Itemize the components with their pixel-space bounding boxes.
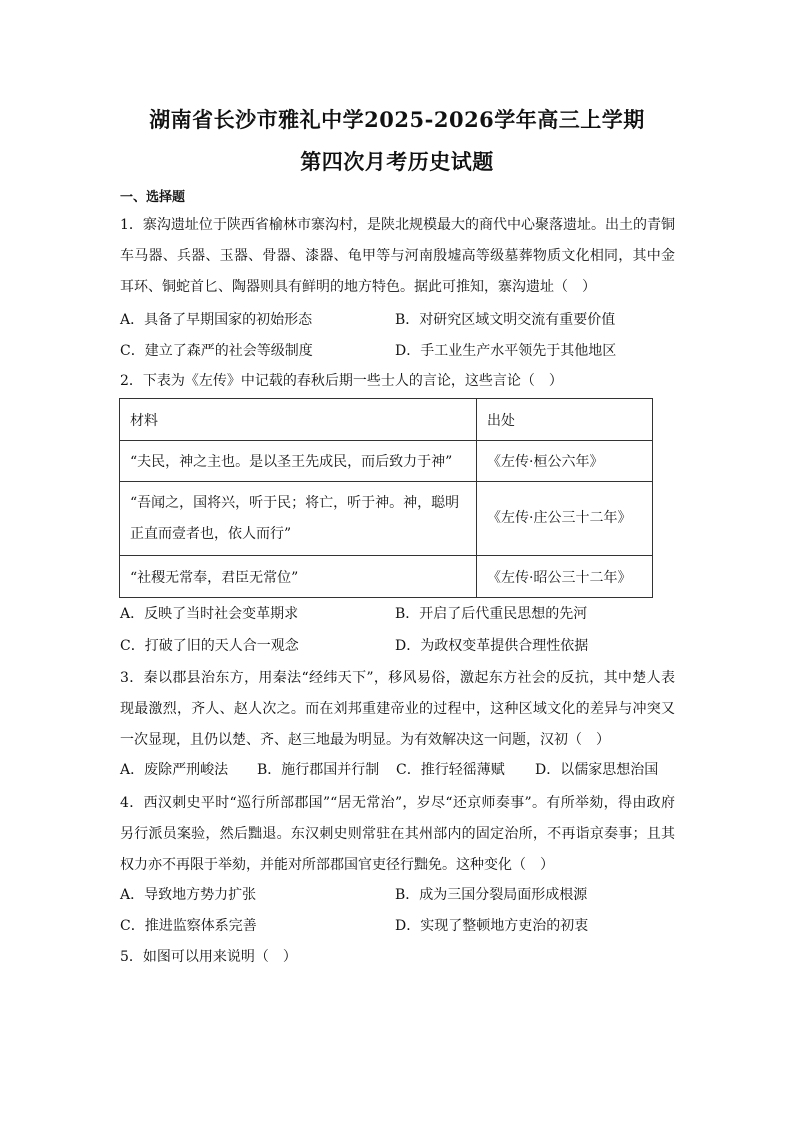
question-5-stem: 5．如图可以用来说明（ ）	[120, 949, 297, 965]
table-cell-material: “夫民，神之主也。是以圣王先成民，而后致力于神”	[120, 441, 477, 482]
q3-option-d: D．以儒家思想治国	[535, 762, 659, 778]
question-4-stem: 4．西汉刺史平时“巡行所部郡国”“居无常治”，岁尽“还京师奏事”。有所举劾，得由政府另行派员案验，然后黜退。东汉刺史则常驻在其州部内的固定治所，不再诣京奏事；且其权力亦不再限于举劾，并能对所部郡国官吏径行黜免。这种变化（ ）	[120, 795, 675, 873]
q1-option-d: D．手工业生产水平领先于其他地区	[395, 343, 617, 359]
section-heading: 一、选择题	[120, 190, 186, 205]
table-cell-source: 《左传·昭公三十二年》	[477, 556, 653, 598]
exam-title-line1: 湖南省长沙市雅礼中学2025-2026学年高三上学期	[149, 107, 645, 132]
q1-option-b: B．对研究区域文明交流有重要价值	[395, 312, 616, 328]
q4-option-d: D．实现了整顿地方吏治的初衷	[395, 918, 589, 934]
table-header-source: 出处	[477, 399, 653, 441]
table-header-material: 材料	[120, 399, 477, 441]
q2-option-d: D．为政权变革提供合理性依据	[395, 638, 589, 654]
question-3-stem: 3．秦以郡县治东方，用秦法“经纬天下”，移风易俗，激起东方社会的反抗，其中楚人表现最激烈，齐人、赵人次之。而在刘邦重建帝业的过程中，这种区域文化的差异与冲突又一次显现，且仍以楚、齐、赵三地最为明显。为有效解决这一问题，汉初（ ）	[120, 670, 675, 748]
question-2-stem: 2．下表为《左传》中记载的春秋后期一些士人的言论，这些言论（ ）	[120, 373, 563, 389]
table-cell-material: “社稷无常奉，君臣无常位”	[120, 556, 477, 598]
table-row	[120, 556, 653, 598]
exam-title-line2: 第四次月考历史试题	[300, 149, 494, 174]
q2-option-b: B．开启了后代重民思想的先河	[395, 606, 588, 622]
table-row	[120, 482, 653, 556]
q1-option-a: A．具备了早期国家的初始形态	[120, 312, 313, 328]
material-table	[119, 398, 653, 598]
table-cell-source: 《左传·桓公六年》	[477, 441, 653, 482]
q4-option-a: A．导致地方势力扩张	[120, 887, 257, 903]
question-1-stem: 1．寨沟遗址位于陕西省榆林市寨沟村，是陕北规模最大的商代中心聚落遗址。出土的青铜车马器、兵器、玉器、骨器、漆器、龟甲等与河南殷墟高等级墓葬物质文化相同，其中金耳环、铜蛇首匕、陶器则具有鲜明的地方特色。据此可推知，寨沟遗址（ ）	[120, 217, 675, 295]
q2-option-c: C．打破了旧的天人合一观念	[120, 638, 299, 654]
table-row	[120, 441, 653, 482]
table-header-row	[120, 399, 653, 441]
q3-option-c: C．推行轻徭薄赋	[396, 762, 505, 778]
q3-option-b: B．施行郡国并行制	[257, 762, 380, 778]
q2-option-a: A．反映了当时社会变革期求	[120, 606, 299, 622]
q4-option-c: C．推进监察体系完善	[120, 918, 257, 934]
table-cell-source: 《左传·庄公三十二年》	[477, 482, 653, 556]
table-cell-material: “吾闻之，国将兴，听于民；将亡，听于神。神，聪明正直而壹者也，依人而行”	[120, 482, 477, 556]
q1-option-c: C．建立了森严的社会等级制度	[120, 343, 313, 359]
q4-option-b: B．成为三国分裂局面形成根源	[395, 887, 588, 903]
q3-option-a: A．废除严刑峻法	[120, 762, 229, 778]
